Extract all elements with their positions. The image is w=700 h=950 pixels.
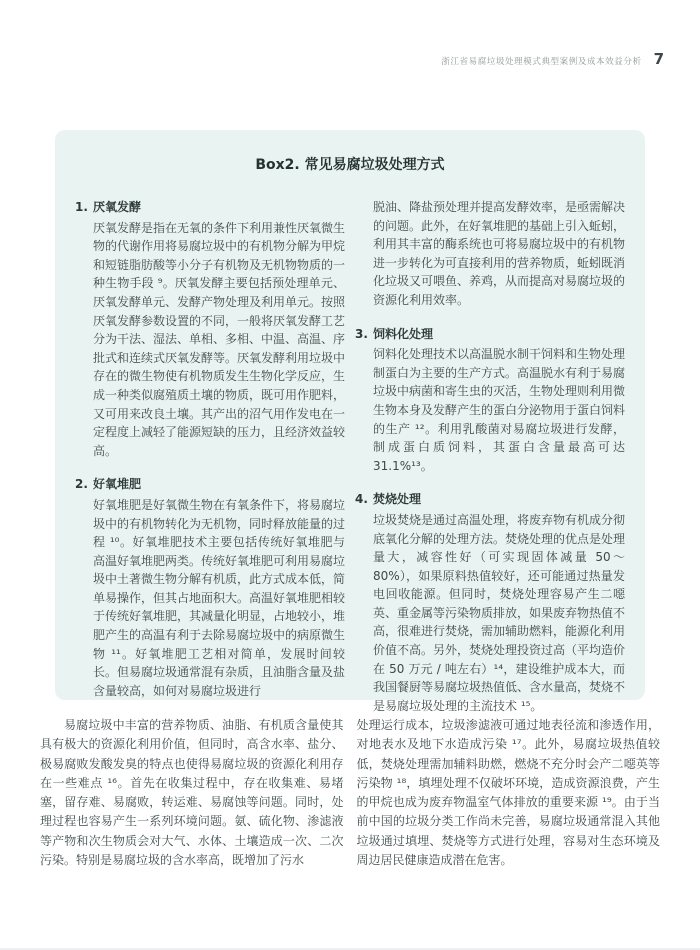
body-right-paragraph: 处理运行成本，垃圾渗滤液可通过地表径流和渗透作用，对地表水及地下水造成污染 ¹⁷。此外，易腐垃圾热值较低，焚烧处理需加辅料助燃，燃烧不充分时会产二噁英等污染物 ¹⁸，填埋处理不仅破坏环境，造成资源浪费，产生的甲烷也成为废弃物温室气体排放的重要来源 ¹⁹。由于当前中国的垃圾分类工作尚未完善，易腐垃圾通常混入其他垃圾通过填埋、焚烧等方式进行处理，容易对生态环境及周边居民健康造成潜在危害。	[356, 718, 660, 868]
section-heading: 厌氧发酵	[93, 200, 142, 214]
section-anaerobic-fermentation	[75, 198, 345, 460]
section-aerobic-composting	[75, 475, 345, 700]
section-heading: 饲料化处理	[373, 326, 434, 341]
section-number: 2.	[75, 477, 88, 492]
section-feed-processing	[355, 325, 625, 476]
section-body: 好氧堆肥是好氧微生物在有氧条件下，将易腐垃圾中的有机物转化为无机物，同时释放能量的过程 ¹⁰。好氧堆肥技术主要包括传统好氧堆肥与高温好氧堆肥两类。传统好氧堆肥可利用易腐垃圾中土著微生物分解有机质，此方式成本低，简单易操作，但其占地面积大。高温好氧堆肥相较于传统好氧堆肥，其减量化明显，占地较小，堆肥产生的高温有利于去除易腐垃圾中的病原微生物 ¹¹。好氧堆肥工艺相对简单，发展时间较长。但易腐垃圾通常混有杂质，且油脂含量及盐含量较高，如何对易腐垃圾进行	[93, 497, 346, 698]
box-title: Box2. 常见易腐垃圾处理方式	[255, 157, 445, 173]
section-number: 4.	[355, 492, 368, 507]
box2-panel	[55, 130, 645, 713]
page-header	[40, 50, 664, 68]
section-body: 厌氧发酵是指在无氧的条件下利用兼性厌氧微生物的代谢作用将易腐垃圾中的有机物分解为甲烷和短链脂肪酸等小分子有机物及无机物物质的一种生物手段 ⁹。厌氧发酵主要包括预处理单元、厌氧发酵单元、发酵产物处理及利用单元。按照厌氧发酵参数设置的不同，一般将厌氧发酵工艺分为干法、湿法、单相、多相、中温、高温、序批式和连续式厌氧发酵等。厌氧发酵利用垃圾中存在的微生物使有机物质发生生物化学反应，生成一种类似腐殖质土壤的物质，既可用作肥料，又可用来改良土壤。其产出的沼气用作发电在一定程度上减轻了能源短缺的压力，且经济效益较高。	[93, 220, 346, 458]
section-heading: 焚烧处理	[373, 492, 422, 507]
section-number: 1.	[75, 200, 88, 214]
column-continuation-text: 脱油、降盐预处理并提高发酵效率，是亟需解决的问题。此外，在好氧堆肥的基础上引入蚯蚓，利用其丰富的酶系统也可将易腐垃圾中的有机物进一步转化为可直接利用的营养物质，蚯蚓既消化垃圾又可喂鱼、养鸡，从而提高对易腐垃圾的资源化利用效率。	[373, 200, 626, 307]
body-left-paragraph: 易腐垃圾中丰富的营养物质、油脂、有机质含量使其具有极大的资源化利用价值，但同时，高含水率、盐分、极易腐败发酸发臭的特点也使得易腐垃圾的资源化利用存在一些难点 ¹⁶。首先在收集过程中，存在收集难、易堵塞，留存难、易腐败，转运难、易腐蚀等问题。同时，处理过程也容易产生一系列环境问题。氨、硫化物、渗滤液等产物和次生物质会对大气、水体、土壤造成一次、二次污染。特别是易腐垃圾的含水率高，既增加了污水	[40, 718, 344, 868]
section-body: 垃圾焚烧是通过高温处理，将废弃物有机成分彻底氧化分解的处理方法。焚烧处理的优点是处理量大，减容性好（可实现固体减量 50～80%），如果原料热值较好，还可能通过热量发电回收能源。但同时，焚烧处理容易产生二噁英、重金属等污染物质排放，如果废弃物热值不高，很难进行焚烧，需加辅助燃料，能源化利用价值不高。另外，焚烧处理投资过高（平均造价在 50 万元 / 吨左右）¹⁴，建设维护成本大，而我国餐厨等易腐垃圾热值低、含水量高，焚烧不是易腐垃圾处理的主流技术 ¹⁵。	[373, 512, 626, 713]
section-heading: 好氧堆肥	[93, 477, 142, 492]
page-number: 7	[653, 50, 664, 68]
box-right-column	[355, 198, 625, 715]
section-incineration	[355, 490, 625, 715]
box-left-column	[75, 198, 345, 715]
section-number: 3.	[355, 326, 368, 341]
box-columns	[75, 198, 625, 715]
body-text	[40, 716, 660, 870]
running-title: 浙江省易腐垃圾处理模式典型案例及成本效益分析	[441, 57, 642, 67]
section-body: 饲料化处理技术以高温脱水制干饲料和生物处理制蛋白为主要的生产方式。高温脱水有利于易腐垃圾中病菌和寄生虫的灭活，生物处理则利用微生物本身及发酵产生的蛋白分泌物用于蛋白饲料的生产 ¹²。利用乳酸菌对易腐垃圾进行发酵，制成蛋白质饲料，其蛋白含量最高可达 31.1%¹³。	[373, 347, 626, 473]
